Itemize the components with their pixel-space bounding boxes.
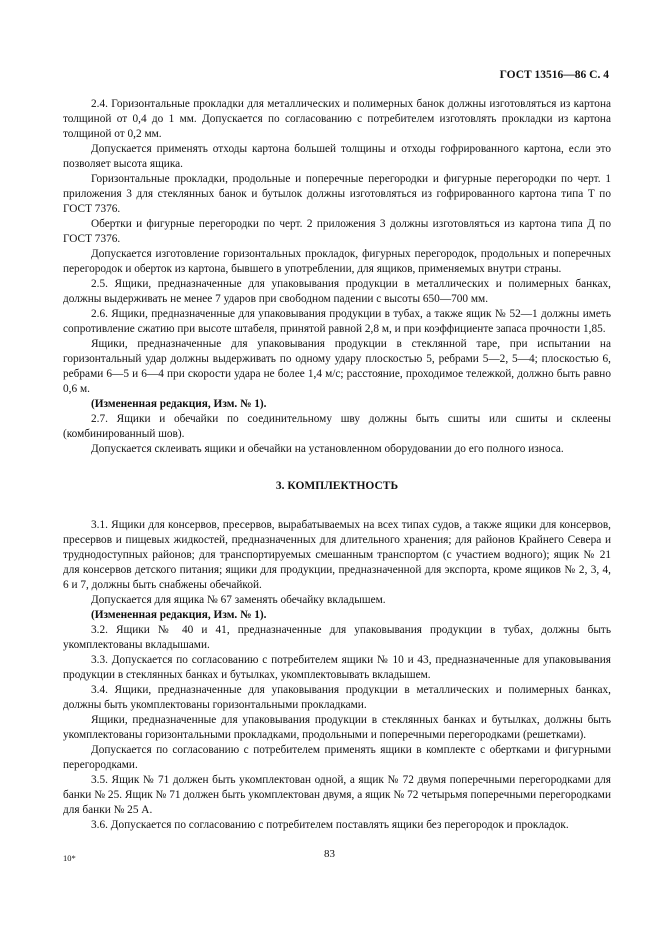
paragraph: 3.2. Ящики № 40 и 41, предназначенные для упаковывания продукции в тубах, должны быть укомплектованы вкладышами.: [63, 624, 611, 651]
paragraph: 2.5. Ящики, предназначенные для упаковывания продукции в металлических и полимерных банках, должны выдерживать не менее 7 ударов при свободном падении с высоты 650—700 мм.: [63, 278, 611, 305]
page-header: ГОСТ 13516—86 С. 4: [499, 69, 609, 81]
page-number: 83: [324, 848, 335, 860]
paragraph: Горизонтальные прокладки, продольные и поперечные перегородки и фигурные перегородки по черт. 1 приложения 3 для стеклянных банок и бутылок должны изготовляться из гофрированного картона типа Т по ГОСТ 7376.: [63, 173, 611, 215]
paragraph: Допускается по согласованию с потребителем применять ящики в комплекте с обертками и фигурными перегородками.: [63, 744, 611, 771]
paragraph: Обертки и фигурные перегородки по черт. 2 приложения 3 должны изготовляться из картона типа Д по ГОСТ 7376.: [63, 218, 611, 245]
document-body: [63, 97, 611, 833]
paragraph: Ящики, предназначенные для упаковывания продукции в стеклянных банках и бутылках, должны быть укомплектованы горизонтальными прокладками, продольными и поперечными перегородками (решетками).: [63, 714, 611, 741]
paragraph: 2.7. Ящики и обечайки по соединительному шву должны быть сшиты или сшиты и склеены (комбинированный шов).: [63, 413, 611, 440]
paragraph: 3.5. Ящик № 71 должен быть укомплектован одной, а ящик № 72 двумя поперечными перегородками для банки № 25. Ящик № 71 должен быть укомплектован двумя, а ящик № 72 четырьмя поперечными перегородками для банки № 25 А.: [63, 774, 611, 816]
paragraph: 3.1. Ящики для консервов, пресервов, вырабатываемых на всех типах судов, а также ящики для консервов, пресервов и пищевых жидкостей, предназначенных для длительного хранения; для районов Крайнего Севера и труднодоступных районов; для транспортируемых смешанным транспортом (с участием водного); ящик № 21 для консервов детского питания; ящики для продукции, предназначенной для экспорта, кроме ящиков № 2, 3, 4, 6 и 7, должны быть снабжены обечайкой.: [63, 519, 611, 591]
section-title: 3. КОМПЛЕКТНОСТЬ: [275, 480, 399, 492]
paragraph: 3.3. Допускается по согласованию с потребителем ящики № 10 и 43, предназначенные для упаковывания продукции в стеклянных банках и бутылках, укомплектовывать вкладышем.: [63, 654, 611, 681]
paragraph: 2.6. Ящики, предназначенные для упаковывания продукции в тубах, а также ящик № 52—1 должны иметь сопротивление сжатию при высоте штабеля, принятой равной 2,8 м, и при коэффициенте запаса прочности 1,85.: [63, 308, 611, 335]
paragraph: Допускается применять отходы картона большей толщины и отходы гофрированного картона, если это позволяет высота ящика.: [63, 143, 611, 170]
paragraph: Допускается изготовление горизонтальных прокладок, фигурных перегородок, продольных и поперечных перегородок и оберток из картона, бывшего в употреблении, для ящиков, применяемых внутри страны.: [63, 248, 611, 275]
paragraph: 2.4. Горизонтальные прокладки для металлических и полимерных банок должны изготовляться из картона толщиной от 0,4 до 1 мм. Допускается по согласованию с потребителем изготовлять прокладки из картона толщиной от 0,2 мм.: [63, 98, 611, 140]
footer-mark: 10*: [63, 853, 76, 863]
paragraph: Допускается для ящика № 67 заменять обечайку вкладышем.: [91, 594, 386, 606]
revision-note: (Измененная редакция, Изм. № 1).: [91, 609, 267, 621]
paragraph: 3.6. Допускается по согласованию с потребителем поставлять ящики без перегородок и прокладок.: [91, 819, 569, 831]
paragraph: Ящики, предназначенные для упаковывания продукции в стеклянной таре, при испытании на горизонтальный удар должны выдерживать по одному удару плоскостью 5, ребрами 5—2, 5—4; плоскостью 6, ребрами 6—5 и 6—4 при скорости удара не более 1,4 м/с; расстояние, проходимое тележкой, должно быть равно 0,6 м.: [63, 338, 611, 395]
paragraph: 3.4. Ящики, предназначенные для упаковывания продукции в металлических и полимерных банках, должны быть укомплектованы горизонтальными прокладками.: [63, 684, 611, 711]
revision-note: (Измененная редакция, Изм. № 1).: [91, 398, 267, 410]
paragraph: Допускается склеивать ящики и обечайки на установленном оборудовании до его полного износа.: [91, 443, 564, 455]
